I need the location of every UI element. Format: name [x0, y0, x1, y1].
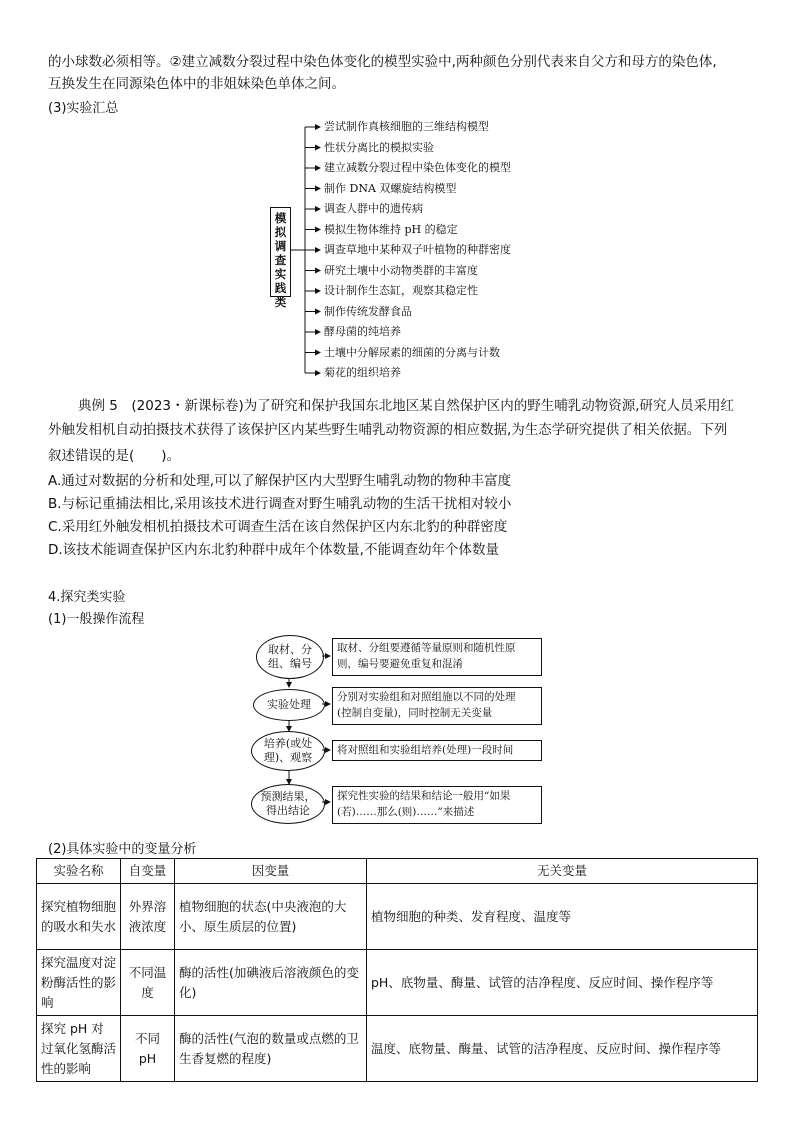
option-d: D.该技术能调查保护区内东北豹种群中成年个体数量,不能调查幼年个体数量 — [48, 542, 499, 558]
subsection-1-title: (1)一般操作流程 — [48, 612, 145, 627]
flow-desc-1 — [332, 638, 542, 676]
example-line-2: 外触发相机自动拍摄技术获得了该保护区内某些野生哺乳动物资源的相应数据,为生态学研究提供了相关依据。下列 — [48, 422, 728, 438]
cell-irrelevant-variable: 植物细胞的种类、发育程度、温度等 — [367, 884, 758, 950]
flow-step-3-line-1: 培养(或处 — [263, 737, 313, 750]
summary-item: 酵母菌的纯培养 — [324, 325, 401, 338]
summary-item: 建立减数分裂过程中染色体变化的模型 — [324, 161, 511, 174]
summary-item: 模拟生物体维持 pH 的稳定 — [324, 222, 458, 236]
flow-desc-1-line-1: 取材、分组要遵循等量原则和随机性原 — [337, 642, 516, 654]
summary-item: 土壤中分解尿素的细菌的分离与计数 — [324, 345, 500, 359]
header-independent-variable: 自变量 — [121, 859, 175, 884]
flow-step-4-line-1: 预测结果， — [260, 790, 316, 803]
flow-desc-3-line-1: 将对照组和实验组培养(处理)一段时间 — [337, 744, 514, 756]
cell-experiment-name: 探究 pH 对过氧化氢酶活性的影响 — [37, 1016, 121, 1082]
flow-desc-2-line-2: (控制自变量)，同时控制无关变量 — [337, 707, 493, 719]
summary-item: 设计制作生态缸，观察其稳定性 — [324, 284, 478, 297]
header-dependent-variable: 因变量 — [175, 859, 367, 884]
flow-step-4 — [251, 784, 325, 824]
cell-experiment-name: 探究植物细胞的吸水和失水 — [37, 884, 121, 950]
summary-item: 调查草地中某种双子叶植物的种群密度 — [324, 243, 511, 256]
flow-desc-2-line-1: 分别对实验组和对照组施以不同的处理 — [337, 691, 516, 703]
header-irrelevant-variable: 无关变量 — [367, 859, 758, 884]
option-c: C.采用红外触发相机拍摄技术可调查生活在该自然保护区内东北豹的种群密度 — [48, 519, 508, 535]
option-a: A.通过对数据的分析和处理,可以了解保护区内大型野生哺乳动物的物种丰富度 — [48, 473, 512, 489]
intro-line-2: 互换发生在同源染色体中的非姐妹染色单体之间。 — [48, 76, 345, 92]
cell-independent-variable: 不同温度 — [121, 950, 175, 1016]
table-row — [37, 1016, 758, 1082]
flow-step-1-line-1: 取材、分 — [268, 643, 312, 656]
summary-item: 制作传统发酵食品 — [324, 304, 412, 318]
summary-item: 制作 DNA 双螺旋结构模型 — [324, 181, 457, 195]
flow-step-3-line-2: 理)、观察 — [263, 751, 313, 764]
flow-desc-2 — [332, 687, 542, 725]
category-label: 模拟调查实践类 — [274, 211, 287, 309]
intro-line-1: 的小球数必须相等。②建立减数分裂过程中染色体变化的模型实验中,两种颜色分别代表来自父方和母方的染色体, — [48, 54, 717, 70]
flow-desc-4-line-2: (若)……那么(则)……”来描述 — [337, 806, 475, 818]
cell-independent-variable: 外界溶液浓度 — [121, 884, 175, 950]
summary-item: 研究土壤中小动物类群的丰富度 — [324, 263, 478, 277]
flow-desc-1-line-2: 则，编号要避免重复和混淆 — [337, 658, 463, 670]
table-header-row — [37, 859, 758, 884]
summary-item: 尝试制作真核细胞的三维结构模型 — [324, 120, 489, 133]
flow-step-2-line-1: 实验处理 — [267, 698, 311, 711]
cell-irrelevant-variable: pH、底物量、酶量、试管的洁净程度、反应时间、操作程序等 — [367, 950, 758, 1016]
summary-item: 调查人群中的遗传病 — [324, 202, 423, 215]
example-line-3: 叙述错误的是( )。 — [48, 448, 181, 464]
flow-step-3 — [251, 731, 325, 771]
summary-item: 菊花的组织培养 — [324, 366, 401, 379]
cell-dependent-variable: 酶的活性(气泡的数量或点燃的卫生香复燃的程度) — [175, 1016, 367, 1082]
variable-analysis-table — [36, 858, 758, 1082]
table-row — [37, 884, 758, 950]
example-line-1: 典例 5 (2023・新课标卷)为了研究和保护我国东北地区某自然保护区内的野生哺乳动物资源,研究人员采用红 — [78, 398, 735, 414]
flow-desc-3 — [332, 740, 542, 761]
cell-experiment-name: 探究温度对淀粉酶活性的影响 — [37, 950, 121, 1016]
cell-dependent-variable: 植物细胞的状态(中央液泡的大小、原生质层的位置) — [175, 884, 367, 950]
section-3-title: (3)实验汇总 — [48, 101, 119, 116]
cell-dependent-variable: 酶的活性(加碘液后溶液颜色的变化) — [175, 950, 367, 1016]
summary-item: 性状分离比的模拟实验 — [324, 140, 434, 154]
flow-step-1 — [256, 635, 324, 679]
flow-desc-4-line-1: 探究性实验的结果和结论一般用“如果 — [337, 790, 511, 802]
cell-irrelevant-variable: 温度、底物量、酶量、试管的洁净程度、反应时间、操作程序等 — [367, 1016, 758, 1082]
section-4-title: 4.探究类实验 — [48, 590, 126, 605]
subsection-2-title: (2)具体实验中的变量分析 — [48, 842, 197, 857]
table-row — [37, 950, 758, 1016]
flow-desc-4 — [332, 786, 542, 824]
flow-step-2 — [253, 689, 325, 721]
flow-step-1-line-2: 组、编号 — [268, 657, 312, 670]
flow-step-4-line-2: 得出结论 — [266, 804, 310, 817]
option-b: B.与标记重捕法相比,采用该技术进行调查对野生哺乳动物的生活干扰相对较小 — [48, 496, 512, 512]
header-experiment-name: 实验名称 — [37, 859, 121, 884]
cell-independent-variable: 不同 pH — [121, 1016, 175, 1082]
